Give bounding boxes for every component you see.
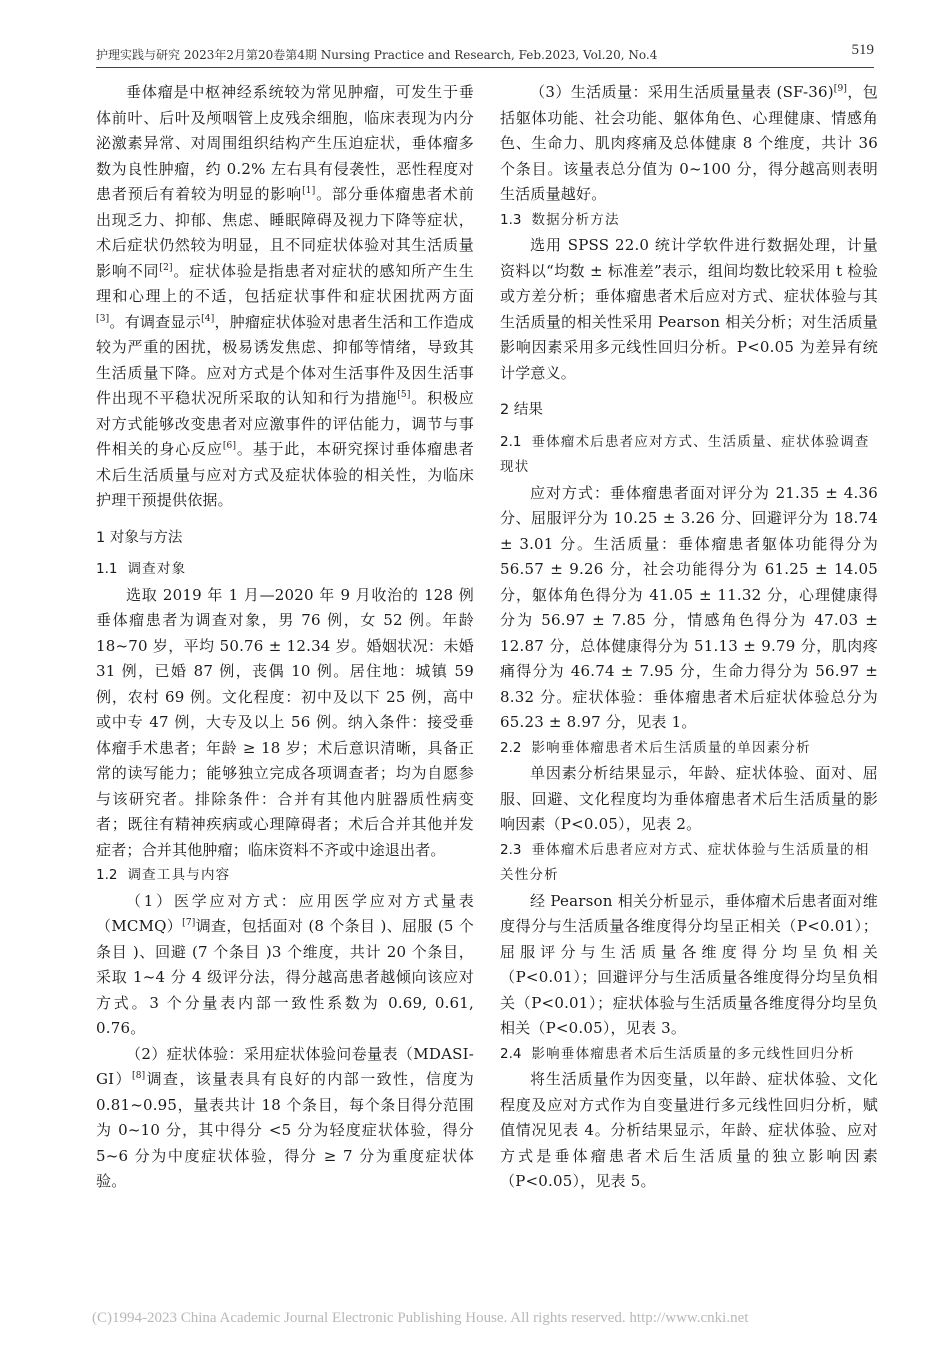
subsection-heading-univariate: 2.2 影响垂体瘤患者术后生活质量的单因素分析 [500, 739, 811, 756]
mdasi-paragraph: （2）症状体验：采用症状体验问卷量表（MDASI-GI）[8]调查，该量表具有良好的内部一致性，信度为 0.81~0.95，量表共计 18 个条目，每个条目得分范围为 0~10 分，其中得分 <5 分为轻度症状体验，得分 5~6 分为中度症状体验，得分 ≥ 7 分为重度症状体验。 [96, 1044, 474, 1190]
journal-citation: 护理实践与研究 2023年2月第20卷第4期 Nursing Practice and Research, Feb.2023, Vol.20, No.4 [96, 48, 658, 62]
copyright-footer: (C)1994-2023 China Academic Journal Electronic Publishing House. All rights reserved. http://www.cnki.net [92, 1310, 749, 1326]
section-heading-methods: 1 对象与方法 [96, 529, 183, 546]
subsection-heading-tools: 1.2 调查工具与内容 [96, 867, 231, 883]
subsection-heading-correlation: 2.3 垂体瘤术后患者应对方式、症状体验与生活质量的相关性分析 [500, 841, 870, 883]
intro-paragraph: 垂体瘤是中枢神经系统较为常见肿瘤，可发生于垂体前叶、后叶及颅咽管上皮残余细胞，临床表现为内分泌激素异常、对周围组织结构产生压迫症状，垂体瘤多数为良性肿瘤，约 0.2% 左右具有侵袭性，恶性程度对患者预后有着较为明显的影响[1]。部分垂体瘤患者术前出现乏力、抑郁、焦虑、睡眠障碍及视力下降等症状，术后症状仍然较为明显，且不同症状体验对其生活质量影响不同[2]。症状体验是指患者对症状的感知所产生生理和心理上的不适，包括症状事件和症状困扰两方面[3]。有调查显示[4]，肿瘤症状体验对患者生活和工作造成较为严重的困扰，极易诱发焦虑、抑郁等情绪，导致其生活质量下降。应对方式是个体对生活事件及因生活事件出现不平稳状况所采取的认知和行为措施[5]。积极应对方式能够改变患者对应激事件的评估能力，调节与事件相关的身心反应[6]。基于此，本研究探讨垂体瘤患者术后生活质量与应对方式及症状体验的相关性，为临床护理干预提供依据。 [96, 83, 475, 509]
analysis-paragraph: 选用 SPSS 22.0 统计学软件进行数据处理，计量资料以“均数 ± 标准差”表示，组间均数比较采用 t 检验或方差分析；垂体瘤患者术后应对方式、症状体验与其生活质量的相关性采用 Pearson 相关分析；对生活质量影响因素采用多元线性回归分析。P<0.05 为差异有统计学意义。 [500, 236, 878, 382]
sf36-paragraph: （3）生活质量：采用生活质量量表 (SF-36)[9]，包括躯体功能、社会功能、躯体角色、心理健康、情感角色、生命力、肌肉疼痛及总体健康 8 个维度，共计 36 个条目。该量表总分值为 0~100 分，得分越高则表明生活质量越好。 [500, 83, 879, 203]
correlation-paragraph: 经 Pearson 相关分析显示，垂体瘤术后患者面对维度得分与生活质量各维度得分均呈正相关（P<0.01）；屈服评分与生活质量各维度得分均呈负相关（P<0.01）；回避评分与生活质量各维度得分均呈负相关（P<0.01）；症状体验与生活质量各维度得分均呈负相关（P<0.05），见表 3。 [500, 891, 878, 1037]
running-header [96, 42, 874, 68]
right-column [500, 80, 878, 1195]
univariate-paragraph: 单因素分析结果显示，年龄、症状体验、面对、屈服、回避、文化程度均为垂体瘤患者术后生活质量的影响因素（P<0.05），见表 2。 [500, 764, 878, 833]
section-heading-results: 2 结果 [500, 402, 543, 418]
header-rule [96, 67, 874, 68]
subsection-heading-subjects: 1.1 调查对象 [96, 561, 187, 577]
subsection-heading-status: 2.1 垂体瘤术后患者应对方式、生活质量、症状体验调查现状 [500, 433, 870, 475]
subsection-heading-regression: 2.4 影响垂体瘤患者术后生活质量的多元线性回归分析 [500, 1045, 855, 1062]
regression-paragraph: 将生活质量作为因变量，以年龄、症状体验、文化程度及应对方式作为自变量进行多元线性回归分析，赋值情况见表 4。分析结果显示，年龄、症状体验、应对方式是垂体瘤患者术后生活质量的独立影响因素（P<0.05），见表 5。 [500, 1070, 878, 1190]
subjects-paragraph: 选取 2019 年 1 月—2020 年 9 月收治的 128 例垂体瘤患者为调查对象，男 76 例，女 52 例。年龄 18~70 岁，平均 50.76 ± 12.34 岁。婚姻状况：未婚 31 例，已婚 87 例，丧偶 10 例。居住地：城镇 59 例，农村 69 例。文化程度：初中及以下 25 例，高中或中专 47 例，大专及以上 56 例。纳入条件：接受垂体瘤手术患者；年龄 ≥ 18 岁；术后意识清晰，具备正常的读写能力；能够独立完成各项调查者；均为自愿参与该研究者。排除条件：合并有其他内脏器质性病变者；既往有精神疾病或心理障碍者；术后合并其他并发症者；合并其他肿瘤；临床资料不齐或中途退出者。 [96, 585, 474, 859]
subsection-heading-analysis: 1.3 数据分析方法 [500, 211, 620, 228]
status-paragraph: 应对方式：垂体瘤患者面对评分为 21.35 ± 4.36 分、屈服评分为 10.25 ± 3.26 分、回避评分为 18.74 ± 3.01 分。生活质量：垂体瘤患者躯体功能得分为 56.57 ± 9.26 分，社会功能得分为 61.25 ± 14.05 分，躯体角色得分为 41.05 ± 11.32 分，心理健康得分为 56.97 ± 7.85 分，情感角色得分为 47.03 ± 12.87 分，总体健康得分为 51.13 ± 9.79 分，肌肉疼痛得分为 46.74 ± 7.95 分，生命力得分为 56.97 ± 8.32 分。症状体验：垂体瘤患者术后症状体验总分为 65.23 ± 8.97 分，见表 1。 [500, 483, 878, 731]
mcmq-paragraph: （1）医学应对方式：应用医学应对方式量表（MCMQ）[7]调查，包括面对 (8 个条目 )、屈服 (5 个条目 )、回避 (7 个条目 )3 个维度，共计 20 个条目，采取 1~4 分 4 级评分法，得分越高患者越倾向该应对方式。3 个分量表内部一致性系数为 0.69, 0.61, 0.76。 [96, 891, 474, 1037]
left-column [96, 80, 474, 1195]
page-number: 519 [851, 42, 874, 58]
